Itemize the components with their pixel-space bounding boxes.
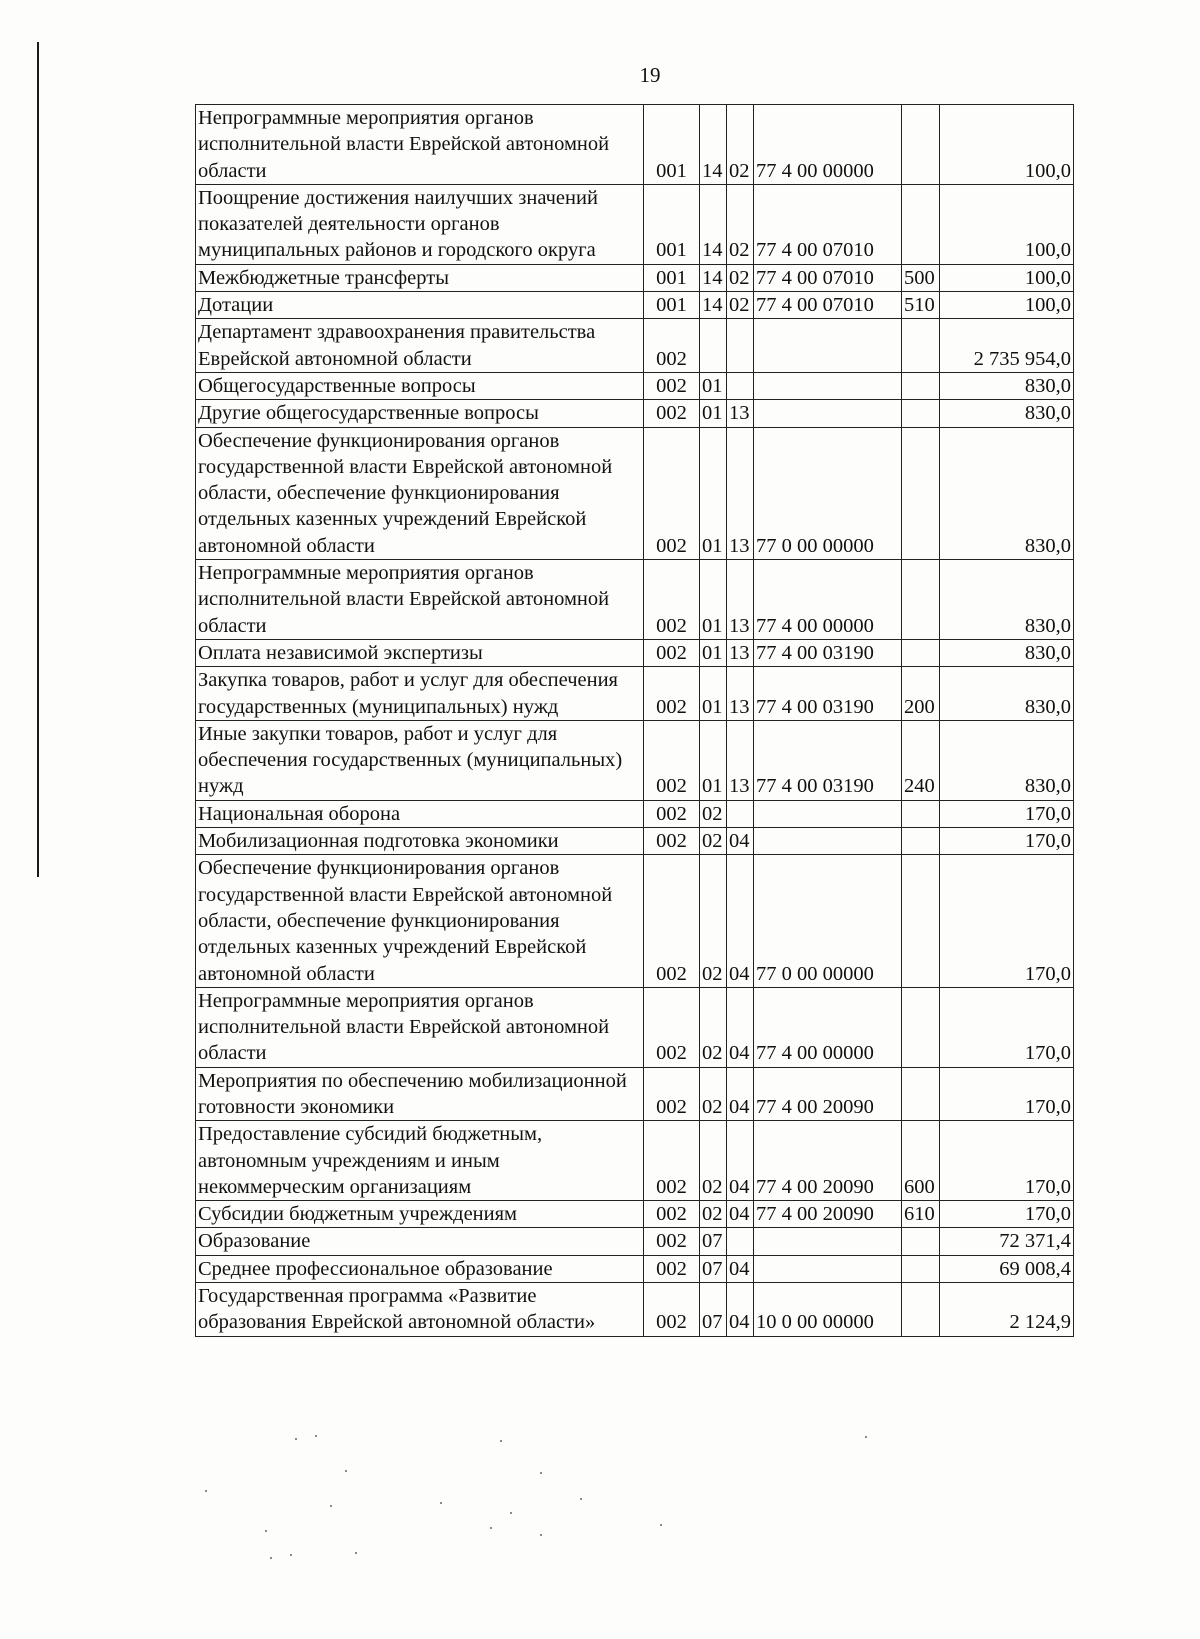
row-name-cell: Среднее профессиональное образование bbox=[196, 1255, 644, 1282]
grbs-code-cell: 002 bbox=[644, 319, 700, 373]
section-code-cell: 02 bbox=[700, 800, 727, 827]
row-name-cell: Обеспечение функционирования органов государственной власти Еврейской автономной области, обеспечение функционирования отдельных казенных учреждений Еврейской автономной области bbox=[196, 427, 644, 559]
subsection-code-cell: 13 bbox=[727, 720, 754, 800]
target-article-cell bbox=[754, 1228, 902, 1255]
target-article-cell: 77 4 00 20090 bbox=[754, 1121, 902, 1201]
scan-speck bbox=[355, 1552, 357, 1554]
table-row bbox=[196, 292, 1074, 319]
section-code-cell bbox=[700, 319, 727, 373]
budget-table bbox=[195, 104, 1074, 1337]
expense-type-cell: 600 bbox=[902, 1121, 940, 1201]
expense-type-cell bbox=[902, 1255, 940, 1282]
table-row bbox=[196, 400, 1074, 427]
section-code-cell: 02 bbox=[700, 1201, 727, 1228]
grbs-code-cell: 002 bbox=[644, 639, 700, 666]
margin-line bbox=[37, 42, 39, 877]
table-row bbox=[196, 855, 1074, 987]
table-row bbox=[196, 427, 1074, 559]
row-name-cell: Межбюджетные трансферты bbox=[196, 264, 644, 291]
subsection-code-cell bbox=[727, 1228, 754, 1255]
grbs-code-cell: 001 bbox=[644, 184, 700, 264]
amount-cell: 170,0 bbox=[940, 1121, 1074, 1201]
scan-speck bbox=[265, 1530, 267, 1532]
section-code-cell: 07 bbox=[700, 1283, 727, 1337]
grbs-code-cell: 002 bbox=[644, 1255, 700, 1282]
section-code-cell: 01 bbox=[700, 639, 727, 666]
subsection-code-cell: 13 bbox=[727, 560, 754, 640]
table-row bbox=[196, 264, 1074, 291]
row-name-cell: Мероприятия по обеспечению мобилизационной готовности экономики bbox=[196, 1067, 644, 1121]
section-code-cell: 02 bbox=[700, 828, 727, 855]
amount-cell: 830,0 bbox=[940, 400, 1074, 427]
amount-cell: 100,0 bbox=[940, 292, 1074, 319]
subsection-code-cell bbox=[727, 319, 754, 373]
subsection-code-cell: 02 bbox=[727, 264, 754, 291]
subsection-code-cell: 02 bbox=[727, 292, 754, 319]
section-code-cell: 01 bbox=[700, 667, 727, 721]
scan-speck bbox=[510, 1512, 512, 1514]
amount-cell: 170,0 bbox=[940, 987, 1074, 1067]
amount-cell: 170,0 bbox=[940, 1067, 1074, 1121]
scan-speck bbox=[540, 1472, 542, 1474]
table-row bbox=[196, 105, 1074, 185]
row-name-cell: Непрограммные мероприятия органов исполнительной власти Еврейской автономной области bbox=[196, 560, 644, 640]
row-name-cell: Непрограммные мероприятия органов исполнительной власти Еврейской автономной области bbox=[196, 105, 644, 185]
grbs-code-cell: 002 bbox=[644, 1067, 700, 1121]
section-code-cell: 14 bbox=[700, 264, 727, 291]
section-code-cell: 01 bbox=[700, 372, 727, 399]
page-number: 19 bbox=[639, 63, 661, 87]
row-name-cell: Иные закупки товаров, работ и услуг для обеспечения государственных (муниципальных) нужд bbox=[196, 720, 644, 800]
subsection-code-cell: 04 bbox=[727, 828, 754, 855]
grbs-code-cell: 001 bbox=[644, 264, 700, 291]
amount-cell: 170,0 bbox=[940, 1201, 1074, 1228]
amount-cell: 170,0 bbox=[940, 828, 1074, 855]
expense-type-cell bbox=[902, 800, 940, 827]
table-row bbox=[196, 1201, 1074, 1228]
table-row bbox=[196, 1255, 1074, 1282]
row-name-cell: Поощрение достижения наилучших значений показателей деятельности органов муниципальных районов и городского округа bbox=[196, 184, 644, 264]
amount-cell: 100,0 bbox=[940, 264, 1074, 291]
table-row bbox=[196, 800, 1074, 827]
scan-speck bbox=[290, 1554, 292, 1556]
grbs-code-cell: 002 bbox=[644, 800, 700, 827]
amount-cell: 100,0 bbox=[940, 184, 1074, 264]
expense-type-cell bbox=[902, 560, 940, 640]
expense-type-cell bbox=[902, 639, 940, 666]
grbs-code-cell: 002 bbox=[644, 427, 700, 559]
subsection-code-cell bbox=[727, 800, 754, 827]
row-name-cell: Закупка товаров, работ и услуг для обеспечения государственных (муниципальных) нужд bbox=[196, 667, 644, 721]
expense-type-cell bbox=[902, 319, 940, 373]
scan-speck bbox=[270, 1557, 272, 1559]
grbs-code-cell: 001 bbox=[644, 292, 700, 319]
expense-type-cell: 510 bbox=[902, 292, 940, 319]
expense-type-cell: 500 bbox=[902, 264, 940, 291]
table-row bbox=[196, 987, 1074, 1067]
row-name-cell: Обеспечение функционирования органов государственной власти Еврейской автономной области, обеспечение функционирования отдельных казенных учреждений Еврейской автономной области bbox=[196, 855, 644, 987]
amount-cell: 830,0 bbox=[940, 372, 1074, 399]
scan-speck bbox=[500, 1440, 502, 1442]
amount-cell: 72 371,4 bbox=[940, 1228, 1074, 1255]
scan-speck bbox=[660, 1524, 662, 1526]
target-article-cell: 77 4 00 07010 bbox=[754, 264, 902, 291]
subsection-code-cell: 04 bbox=[727, 1283, 754, 1337]
table-row bbox=[196, 184, 1074, 264]
target-article-cell: 77 4 00 00000 bbox=[754, 105, 902, 185]
subsection-code-cell: 13 bbox=[727, 639, 754, 666]
section-code-cell: 14 bbox=[700, 105, 727, 185]
expense-type-cell: 610 bbox=[902, 1201, 940, 1228]
expense-type-cell bbox=[902, 828, 940, 855]
amount-cell: 170,0 bbox=[940, 800, 1074, 827]
table-row bbox=[196, 560, 1074, 640]
scan-speck bbox=[315, 1435, 317, 1437]
section-code-cell: 02 bbox=[700, 855, 727, 987]
grbs-code-cell: 002 bbox=[644, 372, 700, 399]
row-name-cell: Мобилизационная подготовка экономики bbox=[196, 828, 644, 855]
target-article-cell: 77 4 00 07010 bbox=[754, 184, 902, 264]
grbs-code-cell: 002 bbox=[644, 1201, 700, 1228]
grbs-code-cell: 002 bbox=[644, 667, 700, 721]
row-name-cell: Предоставление субсидий бюджетным, автономным учреждениям и иным некоммерческим организациям bbox=[196, 1121, 644, 1201]
section-code-cell: 14 bbox=[700, 184, 727, 264]
section-code-cell: 07 bbox=[700, 1255, 727, 1282]
subsection-code-cell: 04 bbox=[727, 1121, 754, 1201]
amount-cell: 2 735 954,0 bbox=[940, 319, 1074, 373]
section-code-cell: 02 bbox=[700, 1121, 727, 1201]
target-article-cell bbox=[754, 1255, 902, 1282]
grbs-code-cell: 002 bbox=[644, 720, 700, 800]
amount-cell: 830,0 bbox=[940, 427, 1074, 559]
target-article-cell: 77 4 00 03190 bbox=[754, 639, 902, 666]
amount-cell: 830,0 bbox=[940, 639, 1074, 666]
table-row bbox=[196, 667, 1074, 721]
amount-cell: 100,0 bbox=[940, 105, 1074, 185]
section-code-cell: 01 bbox=[700, 400, 727, 427]
subsection-code-cell: 04 bbox=[727, 1067, 754, 1121]
row-name-cell: Государственная программа «Развитие образования Еврейской автономной области» bbox=[196, 1283, 644, 1337]
scan-specks bbox=[0, 1430, 1200, 1630]
row-name-cell: Непрограммные мероприятия органов исполнительной власти Еврейской автономной области bbox=[196, 987, 644, 1067]
target-article-cell bbox=[754, 828, 902, 855]
section-code-cell: 01 bbox=[700, 720, 727, 800]
row-name-cell: Национальная оборона bbox=[196, 800, 644, 827]
target-article-cell: 77 0 00 00000 bbox=[754, 855, 902, 987]
subsection-code-cell: 13 bbox=[727, 667, 754, 721]
scan-speck bbox=[580, 1498, 582, 1500]
expense-type-cell bbox=[902, 1228, 940, 1255]
target-article-cell: 77 4 00 20090 bbox=[754, 1067, 902, 1121]
row-name-cell: Оплата независимой экспертизы bbox=[196, 639, 644, 666]
grbs-code-cell: 002 bbox=[644, 400, 700, 427]
target-article-cell bbox=[754, 800, 902, 827]
scan-speck bbox=[540, 1534, 542, 1536]
table-row bbox=[196, 372, 1074, 399]
section-code-cell: 14 bbox=[700, 292, 727, 319]
expense-type-cell: 200 bbox=[902, 667, 940, 721]
target-article-cell: 10 0 00 00000 bbox=[754, 1283, 902, 1337]
target-article-cell bbox=[754, 372, 902, 399]
section-code-cell: 02 bbox=[700, 987, 727, 1067]
table-row bbox=[196, 828, 1074, 855]
subsection-code-cell: 02 bbox=[727, 184, 754, 264]
scan-speck bbox=[295, 1438, 297, 1440]
grbs-code-cell: 002 bbox=[644, 1121, 700, 1201]
subsection-code-cell: 04 bbox=[727, 1201, 754, 1228]
row-name-cell: Субсидии бюджетным учреждениям bbox=[196, 1201, 644, 1228]
table-row bbox=[196, 720, 1074, 800]
subsection-code-cell: 04 bbox=[727, 855, 754, 987]
table-row bbox=[196, 1067, 1074, 1121]
section-code-cell: 07 bbox=[700, 1228, 727, 1255]
target-article-cell: 77 4 00 00000 bbox=[754, 987, 902, 1067]
section-code-cell: 02 bbox=[700, 1067, 727, 1121]
row-name-cell: Другие общегосударственные вопросы bbox=[196, 400, 644, 427]
target-article-cell: 77 4 00 20090 bbox=[754, 1201, 902, 1228]
grbs-code-cell: 002 bbox=[644, 1228, 700, 1255]
amount-cell: 2 124,9 bbox=[940, 1283, 1074, 1337]
section-code-cell: 01 bbox=[700, 560, 727, 640]
subsection-code-cell: 04 bbox=[727, 987, 754, 1067]
table-row bbox=[196, 319, 1074, 373]
scan-speck bbox=[440, 1502, 442, 1504]
target-article-cell: 77 4 00 03190 bbox=[754, 667, 902, 721]
target-article-cell: 77 4 00 03190 bbox=[754, 720, 902, 800]
table-row bbox=[196, 1283, 1074, 1337]
row-name-cell: Общегосударственные вопросы bbox=[196, 372, 644, 399]
target-article-cell: 77 0 00 00000 bbox=[754, 427, 902, 559]
subsection-code-cell: 04 bbox=[727, 1255, 754, 1282]
grbs-code-cell: 002 bbox=[644, 1283, 700, 1337]
scan-speck bbox=[345, 1470, 347, 1472]
scan-speck bbox=[330, 1505, 332, 1507]
amount-cell: 830,0 bbox=[940, 667, 1074, 721]
subsection-code-cell: 13 bbox=[727, 400, 754, 427]
amount-cell: 170,0 bbox=[940, 855, 1074, 987]
expense-type-cell bbox=[902, 1067, 940, 1121]
expense-type-cell bbox=[902, 400, 940, 427]
expense-type-cell bbox=[902, 1283, 940, 1337]
amount-cell: 69 008,4 bbox=[940, 1255, 1074, 1282]
grbs-code-cell: 002 bbox=[644, 828, 700, 855]
amount-cell: 830,0 bbox=[940, 720, 1074, 800]
expense-type-cell bbox=[902, 427, 940, 559]
subsection-code-cell: 02 bbox=[727, 105, 754, 185]
table-row bbox=[196, 1228, 1074, 1255]
expense-type-cell bbox=[902, 105, 940, 185]
target-article-cell bbox=[754, 319, 902, 373]
row-name-cell: Департамент здравоохранения правительства Еврейской автономной области bbox=[196, 319, 644, 373]
budget-table-body bbox=[196, 105, 1074, 1337]
scan-speck bbox=[490, 1527, 492, 1529]
expense-type-cell bbox=[902, 987, 940, 1067]
expense-type-cell bbox=[902, 184, 940, 264]
expense-type-cell bbox=[902, 855, 940, 987]
grbs-code-cell: 002 bbox=[644, 987, 700, 1067]
scan-speck bbox=[865, 1436, 867, 1438]
grbs-code-cell: 001 bbox=[644, 105, 700, 185]
target-article-cell bbox=[754, 400, 902, 427]
row-name-cell: Дотации bbox=[196, 292, 644, 319]
row-name-cell: Образование bbox=[196, 1228, 644, 1255]
target-article-cell: 77 4 00 00000 bbox=[754, 560, 902, 640]
grbs-code-cell: 002 bbox=[644, 560, 700, 640]
grbs-code-cell: 002 bbox=[644, 855, 700, 987]
scan-speck bbox=[205, 1490, 207, 1492]
expense-type-cell bbox=[902, 372, 940, 399]
table-row bbox=[196, 639, 1074, 666]
subsection-code-cell bbox=[727, 372, 754, 399]
expense-type-cell: 240 bbox=[902, 720, 940, 800]
subsection-code-cell: 13 bbox=[727, 427, 754, 559]
amount-cell: 830,0 bbox=[940, 560, 1074, 640]
section-code-cell: 01 bbox=[700, 427, 727, 559]
table-row bbox=[196, 1121, 1074, 1201]
target-article-cell: 77 4 00 07010 bbox=[754, 292, 902, 319]
